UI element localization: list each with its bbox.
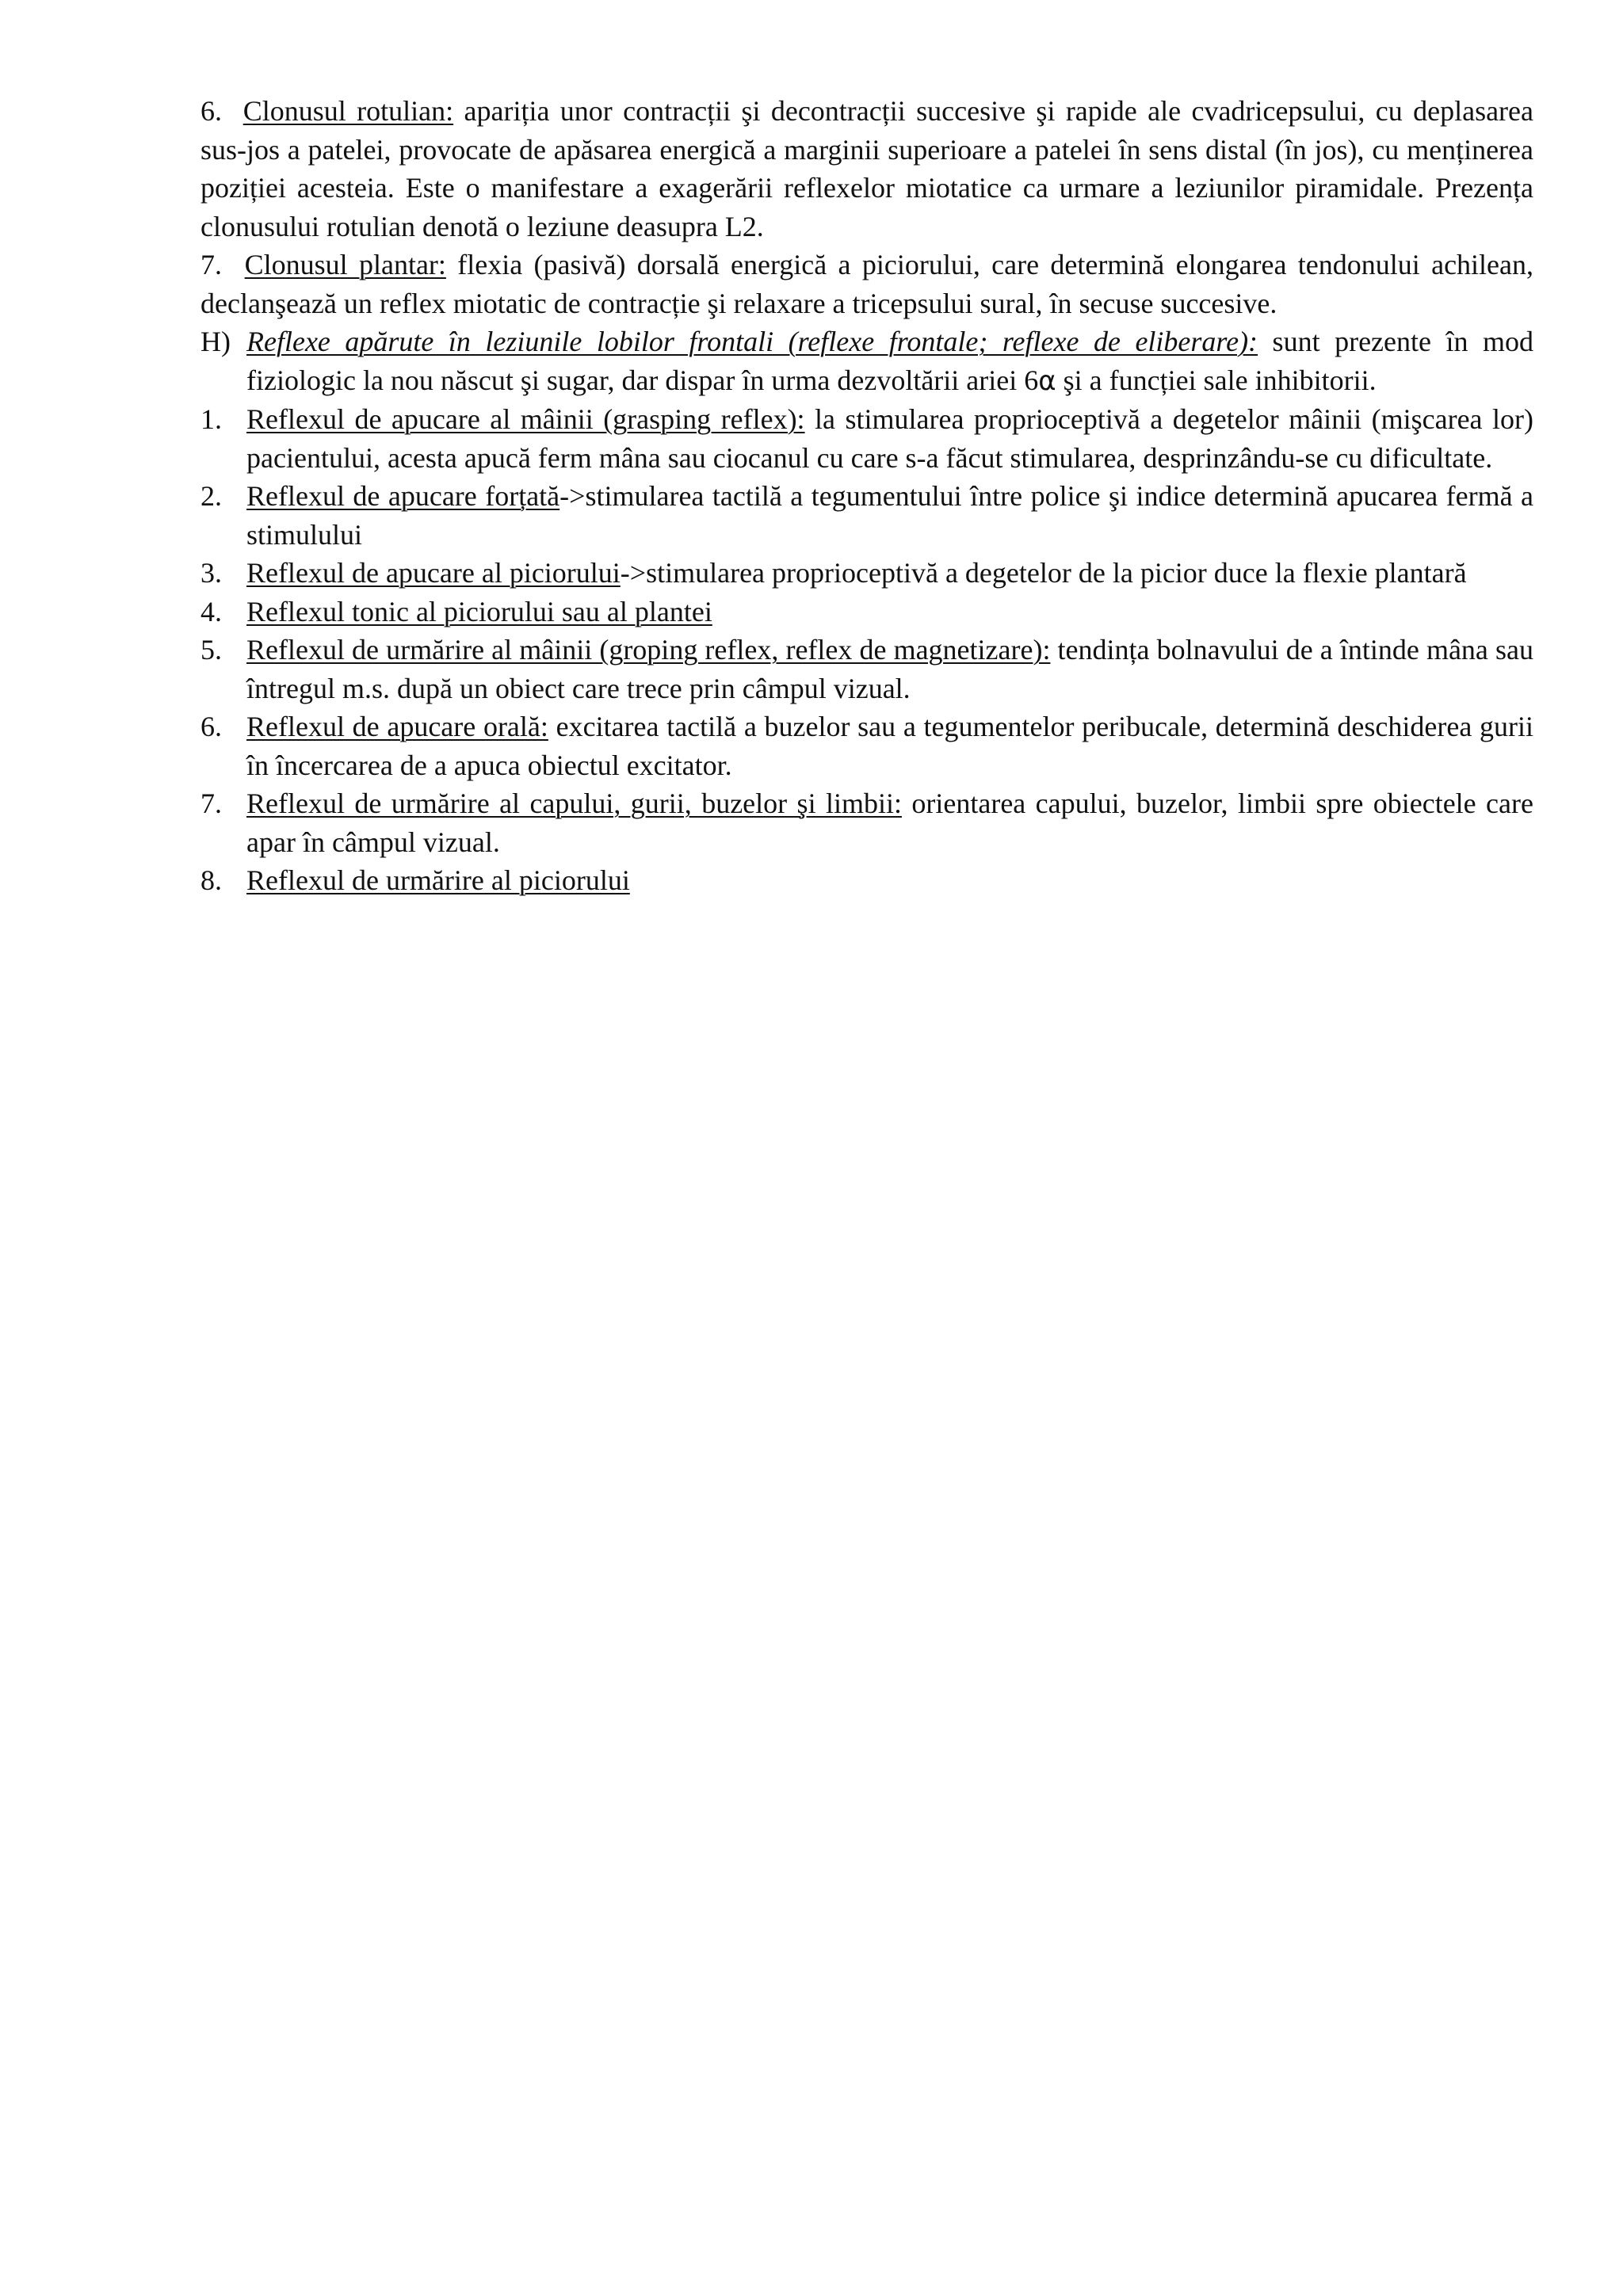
- list-item-text: ->stimularea proprioceptivă a degetelor de la picior duce la flexie plantară: [620, 557, 1467, 589]
- item-number: 7.: [200, 249, 222, 280]
- list-item: [200, 631, 1533, 707]
- list-item-term: Reflexul de apucare orală:: [246, 711, 548, 742]
- list-item-term: Reflexul de apucare al piciorului: [246, 557, 621, 589]
- item-text: apariția unor contracții şi decontracții succesive şi rapide ale cvadricepsului, cu deplasarea sus-jos a patelei, provocate de apăsarea energică a marginii superioare a patelei în sens distal (în jos), cu menținerea poziției acesteia. Este o manifestare a exagerării reflexelor miotatice ca urmare a leziunilor piramidale. Prezența clonusului rotulian denotă o leziune deasupra L2.: [200, 95, 1534, 242]
- list-item: [200, 554, 1533, 593]
- document-body: [200, 92, 1533, 900]
- list-item: [200, 784, 1533, 861]
- section-label: H): [200, 326, 231, 357]
- list-item-number: 3.: [200, 557, 222, 589]
- section-text-end: şi a funcției sale inhibitorii.: [1056, 364, 1377, 396]
- list-item-term: Reflexul de urmărire al mâinii (groping reflex, reflex de magnetizare):: [246, 634, 1051, 666]
- list-item-number: 1.: [200, 403, 222, 435]
- list-item-text: excitarea tactilă a buzelor sau a tegumentelor peribucale, determină deschiderea gurii în încercarea de a apuca obiectul excitator.: [246, 711, 1534, 781]
- list-item-number: 2.: [200, 480, 222, 512]
- list-item-number: 5.: [200, 634, 222, 666]
- list-item-text: ->stimularea tactilă a tegumentului între police şi indice determină apucarea fermă a stimulului: [246, 480, 1534, 551]
- list-item-term: Reflexul de urmărire al piciorului: [246, 864, 630, 896]
- list-item-text: tendința bolnavului de a întinde mâna sau întregul m.s. după un obiect care trece prin câmpul vizual.: [246, 634, 1533, 704]
- section-heading: Reflexe apărute în leziunile lobilor frontali (reflexe frontale; reflexe de eliberare):: [246, 326, 1258, 357]
- item-clonusul-plantar: [200, 246, 1533, 322]
- list-item: [200, 400, 1533, 477]
- list-item-text: la stimularea proprioceptivă a degetelor mâinii (mişcarea lor) pacientului, acesta apucă ferm mâna sau ciocanul cu care s-a făcut stimularea, desprinzându-se cu dificultate.: [246, 403, 1533, 474]
- item-term: Clonusul plantar:: [244, 249, 446, 280]
- item-number: 6.: [200, 95, 222, 127]
- list-item: [200, 477, 1533, 554]
- item-term: Clonusul rotulian:: [242, 95, 454, 127]
- item-text: flexia (pasivă) dorsală energică a piciorului, care determină elongarea tendonului achilean, declanşează un reflex miotatic de contracție şi relaxare a tricepsului sural, în secuse succesive.: [200, 249, 1534, 319]
- list-item-number: 4.: [200, 595, 222, 627]
- list-item-number: 6.: [200, 711, 222, 742]
- list-item-number: 7.: [200, 788, 222, 819]
- item-clonusul-rotulian: [200, 92, 1533, 246]
- list-item-term: Reflexul de urmărire al capului, gurii, buzelor şi limbii:: [246, 788, 902, 819]
- section-h: [200, 322, 1533, 400]
- list-item-term: Reflexul de apucare al mâinii (grasping reflex):: [246, 403, 805, 435]
- list-item-term: Reflexul tonic al piciorului sau al plantei: [246, 595, 712, 627]
- list-item-term: Reflexul de apucare forțată: [246, 480, 560, 512]
- list-item: [200, 861, 1533, 900]
- list-item: [200, 593, 1533, 631]
- section-text: sunt prezente în mod fiziologic la nou născut şi sugar, dar dispar în urma dezvoltării ariei 6: [246, 326, 1533, 396]
- alpha-symbol: α: [1038, 364, 1056, 397]
- list-item: [200, 707, 1533, 784]
- list-item-text: orientarea capului, buzelor, limbii spre obiectele care apar în câmpul vizual.: [246, 788, 1533, 858]
- list-item-number: 8.: [200, 864, 222, 896]
